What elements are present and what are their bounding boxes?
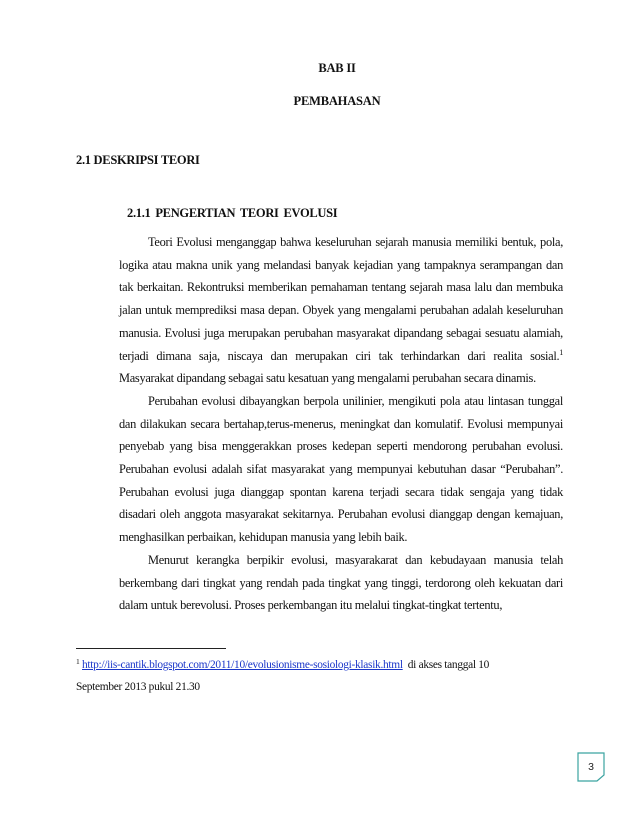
footnote-line-2: September 2013 pukul 21.30 [76, 681, 200, 693]
footnote-separator [76, 648, 226, 649]
page-number-badge [577, 752, 605, 782]
footnote-access-date: di akses tanggal 10 [402, 659, 490, 671]
footnote-line-1 [76, 654, 546, 676]
chapter-title: PEMBAHASAN [293, 94, 381, 108]
paragraph-3: Menurut kerangka berpikir evolusi, masyarakarat dan kebudayaan manusia telah berkembang dari tingkat yang rendah pada tingkat yang tinggi, terdorong oleh kekuatan dari dalam untuk berevolusi. Proses perkembangan itu melalui tingkat-tingkat tertentu, [119, 552, 563, 613]
chapter-label: BAB II [318, 61, 356, 75]
paragraph-2: Perubahan evolusi dibayangkan berpola unilinier, mengikuti pola atau lintasan tunggal dan dilakukan secara bertahap,terus-menerus, meningkat dan komulatif. Evolusi mempunyai penyebab yang bisa menggerakkan proses kedepan seperti mendorong perubahan evolusi. Perubahan evolusi adalah sifat masyarakat yang mempunyai kebutuhan dasar “Perubahan”. Perubahan evolusi juga dianggap spontan karena terjadi secara tidak sengaja yang tidak disadari oleh anggota masyarakat sekitarnya. Perubahan evolusi dianggap dengan kemajuan, menghasilkan perbaikan, kehidupan manusia yang lebih baik. [119, 393, 563, 545]
footnote [76, 654, 546, 698]
footnote-link[interactable]: http://iis-cantik.blogspot.com/2011/10/evolusionisme-sosiologi-klasik.html [82, 659, 403, 671]
footnote-reference[interactable]: 1 [559, 347, 563, 357]
body-text [119, 231, 563, 617]
page-number: 3 [588, 761, 594, 773]
section-heading: 2.1 DESKRIPSI TEORI [76, 153, 200, 167]
footnote-number: 1 [76, 657, 80, 666]
subsection-heading: 2.1.1 PENGERTIAN TEORI EVOLUSI [127, 206, 338, 220]
paragraph-1 [119, 231, 563, 390]
paragraph-1-text: Teori Evolusi menganggap bahwa keseluruhan sejarah manusia memiliki bentuk, pola, logika atau makna unik yang melandasi banyak kejadian yang tampaknya serampangan dan tak berkaitan. Rekontruksi memberikan pemahaman tentang sejarah masa lalu dan membuka jalan untuk memprediksi masa depan. Obyek yang mengalami perubahan adalah keseluruhan manusia. Evolusi juga merupakan perubahan masyarakat dipandang sebagai sesuatu alamiah, terjadi dimana saja, niscaya dan merupakan ciri tak terhindarkan dari realita sosial. [119, 235, 563, 363]
paragraph-1-text-continued: Masyarakat dipandang sebagai satu kesatuan yang mengalami perubahan secara dinamis. [119, 371, 536, 386]
